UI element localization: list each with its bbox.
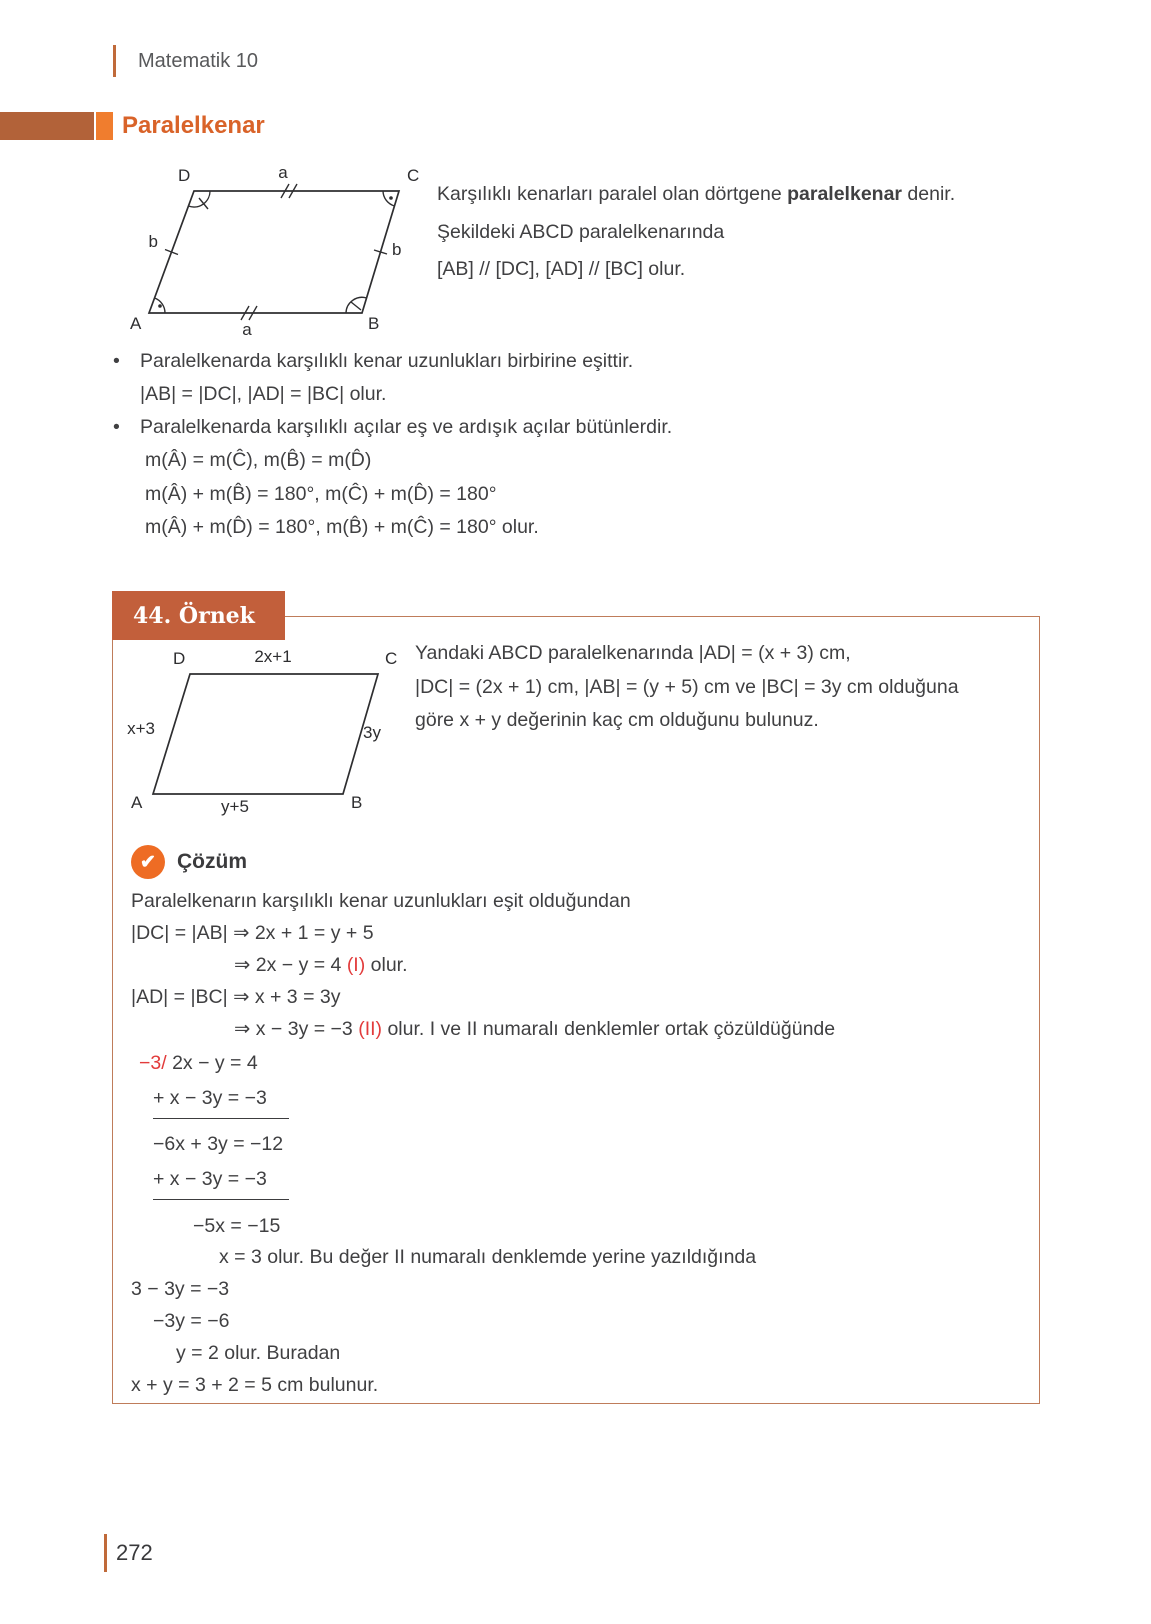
definition-line-1-pre: Karşılıklı kenarları paralel olan dörtgene (437, 183, 788, 205)
definition-line-3: [AB] // [DC], [AD] // [BC] olur. (437, 258, 686, 280)
solution-line-4: |AD| = |BC| ⇒ x + 3 = 3y (131, 986, 341, 1008)
vertex-label-b: B (368, 314, 380, 333)
angle-equation-1: m(Â) = m(Ĉ), m(B̂) = m(D̂) (145, 449, 372, 471)
property-item-2 (113, 411, 873, 444)
angle-dot-a (158, 304, 162, 308)
property-item-2-text: Paralelkenarda karşılıklı açılar eş ve ardışık açılar bütünlerdir. (140, 416, 673, 438)
equation-number-I: (I) (346, 954, 366, 976)
solution-line-5 (234, 1016, 1031, 1042)
property-item-1-formula: |AB| = |DC|, |AD| = |BC| olur. (140, 383, 387, 405)
solution-line-11: x = 3 olur. Bu değer II numaralı denklemde yerine yazıldığında (219, 1246, 757, 1268)
solution-line-6 (139, 1050, 1031, 1076)
solution-line-10: −5x = −15 (193, 1215, 281, 1237)
definition-line-1 (437, 176, 1037, 214)
section-title: Paralelkenar (122, 112, 265, 139)
solution-line-14: y = 2 olur. Buradan (176, 1342, 341, 1364)
side-label-left: x+3 (127, 719, 155, 738)
vertex-label-c: C (385, 649, 398, 668)
underlined-equation-2: + x − 3y = −3 (153, 1166, 289, 1200)
angle-equation-2: m(Â) + m(B̂) = 180°, m(Ĉ) + m(D̂) = 180° (145, 482, 497, 505)
solution-line-3-pre: ⇒ 2x − y = 4 (234, 954, 347, 976)
definition-keyword: paralelkenar (787, 183, 903, 205)
problem-line-2: |DC| = (2x + 1) cm, |AB| = (y + 5) cm ve |BC| = 3y cm olduğuna (415, 675, 959, 698)
vertex-label-a: A (130, 314, 142, 333)
problem-line-3: göre x + y değerinin kaç cm olduğunu bulunuz. (415, 709, 819, 731)
solution-steps (131, 888, 1031, 1398)
side-label-right: 3y (363, 723, 381, 742)
parallelogram-shape (149, 191, 402, 313)
parallelogram-shape (153, 674, 378, 794)
angle-tick-d (199, 198, 208, 209)
solution-line-3 (234, 952, 1031, 978)
multiplier-red: −3/ (139, 1052, 167, 1074)
solution-line-7 (153, 1085, 1031, 1119)
angle-equations (145, 444, 539, 545)
page-number: 272 (116, 1540, 153, 1565)
definition-line-2: Şekildeki ABCD paralelkenarında (437, 220, 725, 243)
problem-statement (415, 637, 1035, 738)
bullet-icon: • (113, 416, 120, 438)
footer-accent-bar (104, 1534, 107, 1572)
property-item-1 (113, 345, 873, 378)
property-item-1-text: Paralelkenarda karşılıklı kenar uzunlukları birbirine eşittir. (140, 350, 634, 372)
side-label-top-a: a (278, 163, 288, 182)
property-list (113, 345, 873, 444)
side-label-left-b: b (148, 232, 158, 251)
solution-line-15: x + y = 3 + 2 = 5 cm bulunur. (131, 1374, 379, 1396)
vertex-label-d: D (173, 649, 186, 668)
solution-line-3-post: olur. (365, 954, 408, 976)
solution-line-5-post: olur. I ve II numaralı denklemler ortak çözüldüğünde (382, 1018, 836, 1040)
solution-line-13: −3y = −6 (153, 1310, 230, 1332)
vertex-label-c: C (407, 166, 420, 185)
solution-line-12: 3 − 3y = −3 (131, 1278, 230, 1300)
vertex-label-b: B (351, 793, 363, 812)
solution-line-5-pre: ⇒ x − 3y = −3 (234, 1018, 359, 1040)
vertex-label-d: D (178, 166, 191, 185)
section-bar-accent (96, 112, 113, 140)
side-label-top: 2x+1 (254, 647, 292, 666)
equation-number-II: (II) (358, 1018, 383, 1040)
side-label-right-b: b (392, 240, 402, 259)
check-icon: ✔ (131, 845, 165, 879)
example-label: 44. Örnek (112, 591, 285, 640)
solution-line-8: −6x + 3y = −12 (153, 1133, 284, 1155)
bullet-icon: • (113, 350, 120, 372)
page-header (113, 44, 258, 78)
solution-line-9 (153, 1166, 1031, 1200)
angle-equation-3: m(Â) + m(D̂) = 180°, m(B̂) + m(Ĉ) = 180° olur. (145, 516, 539, 538)
page-footer (104, 1534, 153, 1572)
problem-line-1: Yandaki ABCD paralelkenarında |AD| = (x + 3) cm, (415, 642, 851, 664)
definition-line-1-post: denir. (902, 183, 956, 205)
underlined-equation-1: + x − 3y = −3 (153, 1085, 289, 1119)
header-accent-bar (113, 45, 116, 77)
angle-dot-c (389, 196, 393, 200)
solution-title: Çözüm (177, 850, 247, 873)
side-label-bottom: y+5 (221, 797, 249, 816)
section-banner (0, 112, 265, 140)
solution-line-6-rest: 2x − y = 4 (166, 1052, 258, 1074)
parallelogram-diagram-1 (122, 163, 452, 341)
vertex-label-a: A (131, 793, 143, 812)
side-label-bottom-a: a (242, 320, 252, 339)
solution-line-2: |DC| = |AB| ⇒ 2x + 1 = y + 5 (131, 922, 374, 944)
book-title: Matematik 10 (138, 49, 259, 72)
parallelogram-diagram-2 (113, 642, 423, 822)
section-bar-muted (0, 112, 94, 140)
definition-paragraph (437, 176, 1037, 289)
solution-header (131, 845, 247, 879)
angle-tick-b (351, 302, 361, 310)
solution-line-1: Paralelkenarın karşılıklı kenar uzunlukları eşit olduğundan (131, 890, 631, 912)
